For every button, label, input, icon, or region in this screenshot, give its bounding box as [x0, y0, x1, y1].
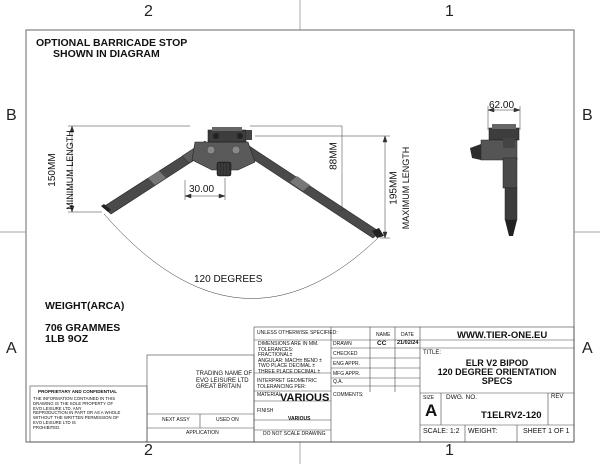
dimension-lines: [68, 106, 520, 299]
proprietary-line: REPRODUCTION IN PART OR AS A WHOLE: [33, 410, 121, 416]
barricade-note: [36, 38, 187, 60]
weight-imperial: 1LB 9OZ: [45, 333, 89, 345]
note-line-1: OPTIONAL BARRICADE STOP: [36, 37, 188, 49]
zone-number-2-top: 2: [144, 3, 153, 20]
dim-max-length-value: 195MM: [388, 171, 400, 205]
material-value: VARIOUS: [280, 392, 330, 404]
interpret-block: [257, 379, 317, 390]
dim-min-length: [47, 120, 67, 220]
row-eng-appr: ENG APPR.: [333, 361, 360, 367]
trading-name-block: [196, 371, 252, 391]
row-drawn: DRAWN: [333, 341, 352, 347]
next-assy: NEXT ASSY: [162, 417, 190, 423]
dwg-no-label: DWG. NO.: [446, 394, 478, 401]
proprietary-text: [33, 397, 120, 431]
proprietary-line: EVO LEISURE LTD IS: [33, 419, 76, 425]
drawn-date: 21/02/24: [397, 340, 419, 346]
zone-letter-a-right: A: [582, 340, 593, 357]
sheet-count: SHEET 1 OF 1: [523, 428, 570, 435]
used-on: USED ON: [216, 417, 239, 423]
row-qa: Q.A.: [333, 379, 344, 385]
zone-number-2-bottom: 2: [144, 442, 153, 459]
title-line: SPECS: [481, 376, 513, 386]
trading-line: GREAT BRITAIN: [196, 384, 242, 390]
dim-width-value: 62.00: [489, 100, 515, 111]
tolerance-line: FRACTIONAL±: [258, 352, 293, 358]
interpret-line: TOLERANCING PER:: [257, 383, 307, 390]
name-header: NAME: [376, 332, 391, 338]
material-label: MATERIAL: [257, 392, 282, 398]
drawing-title: [420, 359, 574, 386]
tolerance-line: DIMENSIONS ARE IN MM.: [258, 341, 319, 347]
tolerances-block: [258, 342, 322, 375]
rev-label: REV: [551, 394, 564, 400]
finish-value: VARIOUS: [288, 416, 311, 422]
dwg-number: T1ELRV2-120: [481, 410, 542, 421]
proprietary-heading: PROPRIETARY AND CONFIDENTIAL: [38, 389, 118, 394]
drawn-name: CC: [377, 340, 387, 347]
size-label: SIZE: [423, 395, 435, 401]
do-not-scale: DO NOT SCALE DRAWING: [263, 431, 326, 437]
weight-grammes: 706 GRAMMES: [45, 322, 121, 334]
zone-number-1-bottom: 1: [445, 442, 454, 459]
proprietary-line: DRAWING IS THE SOLE PROPERTY OF: [33, 400, 114, 406]
website: WWW.TIER-ONE.EU: [457, 330, 548, 341]
dim-max-length-label: MAXIMUM LENGTH: [401, 146, 411, 230]
proprietary-line: PROHIBITED.: [33, 424, 61, 430]
application: APPLICATION: [186, 430, 219, 436]
row-mfg-appr: MFG APPR.: [333, 371, 361, 377]
zone-number-1-top: 1: [445, 3, 454, 20]
proprietary-line: WITHOUT THE WRITTEN PERMISSION OF: [33, 415, 119, 421]
size-value: A: [425, 401, 438, 420]
dim-min-length-label: MINIMUM LENGTH: [65, 130, 75, 210]
bipod-side-view: [470, 124, 519, 236]
row-comments: COMMENTS:: [333, 392, 364, 398]
proprietary-line: EVO LEISURE LTD. ANY: [33, 405, 82, 411]
zone-letter-b-left: B: [6, 107, 17, 124]
title-label: TITLE:: [423, 350, 442, 356]
note-line-2: SHOWN IN DIAGRAM: [53, 48, 160, 60]
tolerance-line: TOLERANCES:: [258, 346, 294, 353]
dim-min-length-value: 150MM: [47, 153, 58, 187]
dim-height-value: 88MM: [328, 142, 340, 170]
zone-letter-b-right: B: [582, 107, 593, 124]
zone-letter-a-left: A: [6, 340, 17, 357]
row-checked: CHECKED: [333, 351, 358, 357]
unless-specified: UNLESS OTHERWISE SPECIFIED:: [257, 330, 338, 336]
interpret-line: INTERPRET GEOMETRIC: [257, 378, 317, 384]
tolerance-line: TWO PLACE DECIMAL ±: [258, 363, 316, 369]
weight-field: WEIGHT:: [468, 428, 498, 435]
trading-line: EVO LEISURE LTD: [196, 377, 249, 384]
scale: SCALE: 1:2: [423, 428, 460, 435]
finish-label: FINISH: [257, 408, 274, 414]
title-line: 120 DEGREE ORIENTATION: [437, 367, 557, 377]
title-line: ELR V2 BIPOD: [465, 358, 529, 368]
trading-line: TRADING NAME OF: [196, 371, 253, 377]
dim-angle-value: 120 DEGREES: [194, 274, 263, 285]
bipod-front-view: [101, 127, 384, 238]
tolerance-line: ANGULAR: MACH± BEND ±: [258, 357, 322, 364]
weight-label: WEIGHT(ARCA): [45, 300, 125, 312]
date-header: DATE: [401, 332, 414, 338]
tolerance-line: THREE PLACE DECIMAL ±: [258, 368, 321, 375]
proprietary-line: THE INFORMATION CONTAINED IN THIS: [33, 396, 116, 401]
dim-offset-value: 30.00: [189, 184, 215, 195]
